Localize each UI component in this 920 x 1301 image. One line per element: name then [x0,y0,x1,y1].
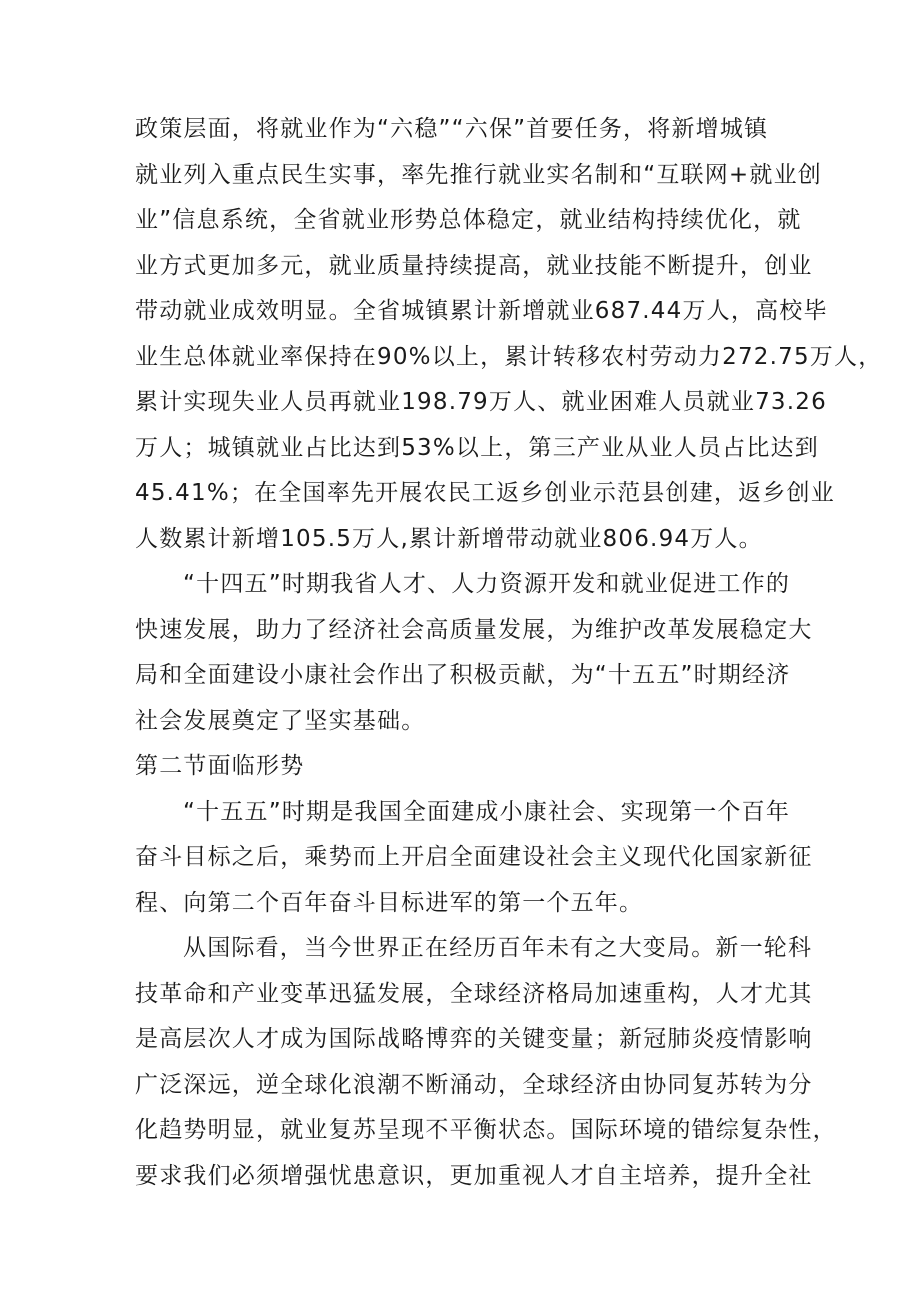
text-line: 业方式更加多元，就业质量持续提高，就业技能不断提升，创业 [135,252,813,279]
paragraph-fifteenth-plan-period [135,790,813,927]
section-heading [135,744,795,790]
text-line: 45.41%；在全国率先开展农民工返乡创业示范县创建，返乡创业 [135,480,835,506]
text-line: 要求我们必须增强忧患意识，更加重视人才自主培养，提升全社 [135,1162,813,1189]
text-line: 奋斗目标之后，乘势而上开启全面建设社会主义现代化国家新征 [135,844,813,870]
section-heading-text: 第二节面临形势 [135,753,305,779]
text-line: 广泛深远，逆全球化浪潮不断涌动，全球经济由协同复苏转为分 [135,1071,813,1098]
text-line: 政策层面，将就业作为“六稳”“六保”首要任务，将新增城镇 [135,116,769,142]
text-line: 化趋势明显，就业复苏呈现不平衡状态。国际环境的错综复杂性， [135,1117,837,1143]
text-line: 累计实现失业人员再就业198.79万人、就业困难人员就业73.26 [135,389,827,415]
text-line: 人数累计新增105.5万人,累计新增带动就业806.94万人。 [135,525,763,552]
paragraph-fourteenth-plan-summary [135,562,813,744]
text-line: 从国际看，当今世界正在经历百年未有之大变局。新一轮科 [183,935,813,961]
document-body [135,107,883,1199]
text-line: 技革命和产业变革迅猛发展，全球经济格局加速重构，人才尤其 [135,980,813,1007]
paragraph-international-view [135,926,837,1199]
text-line: 局和全面建设小康社会作出了积极贡献，为“十五五”时期经济 [135,662,791,688]
text-line: 带动就业成效明显。全省城镇累计新增就业687.44万人，高校毕 [135,298,828,324]
paragraph-employment-policy [135,107,883,562]
text-line: 社会发展奠定了坚实基础。 [135,707,426,734]
text-line: 业生总体就业率保持在90%以上，累计转移农村劳动力272.75万人， [135,343,883,370]
text-line: 快速发展，助力了经济社会高质量发展，为维护改革发展稳定大 [135,616,813,643]
text-line: 程、向第二个百年奋斗目标进军的第一个五年。 [135,889,644,916]
text-line: 万人；城镇就业占比达到53%以上，第三产业从业人员占比达到 [135,434,819,461]
text-line: “十四五”时期我省人才、人力资源开发和就业促进工作的 [183,571,791,597]
text-line: “十五五”时期是我国全面建成小康社会、实现第一个百年 [183,798,791,825]
text-line: 是高层次人才成为国际战略博弈的关键变量；新冠肺炎疫情影响 [135,1026,813,1052]
text-line: 业”信息系统，全省就业形势总体稳定，就业结构持续优化，就 [135,207,802,233]
text-line: 就业列入重点民生实事，率先推行就业实名制和“互联网+就业创 [135,161,822,188]
